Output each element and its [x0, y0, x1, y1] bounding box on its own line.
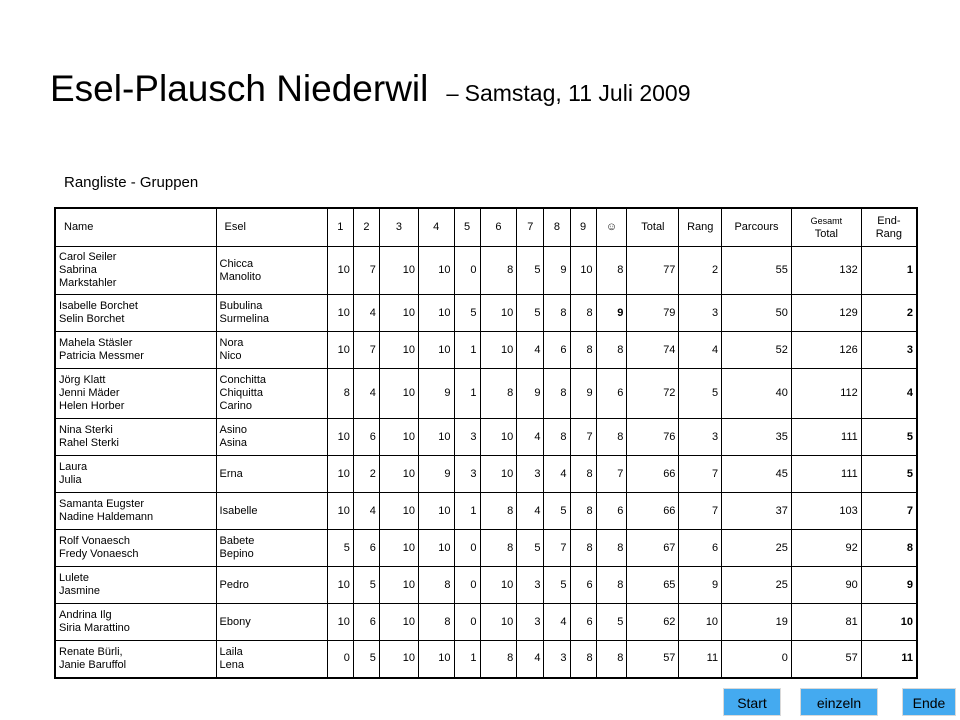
- score-cell: 10: [379, 456, 418, 493]
- donkey-names: [216, 567, 327, 604]
- participant-names: [55, 493, 216, 530]
- end-rang-cell: 7: [861, 493, 917, 530]
- participant-names-line: Mahela Stäsler: [59, 337, 133, 349]
- table-row: [55, 456, 917, 493]
- donkey-names: [216, 332, 327, 369]
- donkey-names-line: Surmelina: [219, 313, 270, 325]
- start-button[interactable]: Start: [723, 688, 781, 716]
- parcours-cell: 50: [722, 295, 792, 332]
- rang-cell: 10: [679, 604, 722, 641]
- rang-cell: 2: [679, 247, 722, 295]
- score-cell: 5: [517, 247, 544, 295]
- score-cell: 5: [596, 604, 627, 641]
- donkey-names-line: Chiquitta: [219, 387, 263, 399]
- table-caption: Rangliste - Gruppen: [64, 174, 199, 191]
- end-rang-cell: 11: [861, 641, 917, 678]
- score-cell: 8: [570, 295, 596, 332]
- score-cell: 9: [544, 247, 570, 295]
- rang-cell: 11: [679, 641, 722, 678]
- header-col-2: 2: [353, 208, 379, 247]
- participant-names-line: Rolf Vonaesch: [59, 535, 130, 547]
- parcours-cell: 25: [722, 530, 792, 567]
- participant-names-line: Nina Sterki: [59, 424, 113, 436]
- rang-cell: 7: [679, 493, 722, 530]
- score-cell: 7: [544, 530, 570, 567]
- score-cell: 8: [596, 567, 627, 604]
- header-esel: Esel: [216, 208, 327, 247]
- score-cell: 5: [544, 567, 570, 604]
- score-cell: 10: [480, 567, 517, 604]
- score-cell: 10: [418, 419, 454, 456]
- parcours-cell: 55: [722, 247, 792, 295]
- total-cell: 72: [627, 369, 679, 419]
- score-cell: 7: [353, 332, 379, 369]
- score-cell: 10: [379, 369, 418, 419]
- score-cell: 10: [379, 295, 418, 332]
- score-cell: 10: [418, 641, 454, 678]
- score-cell: 3: [517, 567, 544, 604]
- participant-names: [55, 332, 216, 369]
- score-cell: 6: [353, 604, 379, 641]
- end-rang-cell: 4: [861, 369, 917, 419]
- score-cell: 8: [480, 530, 517, 567]
- total-cell: 66: [627, 493, 679, 530]
- participant-names-line: Sabrina: [59, 264, 97, 276]
- parcours-cell: 52: [722, 332, 792, 369]
- header-col-1: 1: [327, 208, 353, 247]
- gesamt-total-cell: 132: [791, 247, 861, 295]
- title-dash: –: [446, 81, 459, 106]
- donkey-names-line: Conchitta: [219, 374, 267, 386]
- page-title: [50, 68, 691, 110]
- score-cell: 8: [596, 530, 627, 567]
- header-gesamt-top: Gesamt: [810, 215, 843, 226]
- participant-names-line: Janie Baruffol: [59, 658, 127, 671]
- participant-names-line: Helen Horber: [59, 400, 125, 412]
- parcours-cell: 40: [722, 369, 792, 419]
- score-cell: 8: [544, 369, 570, 419]
- score-cell: 8: [544, 419, 570, 456]
- table-row: [55, 530, 917, 567]
- participant-names-line: Selin Borchet: [59, 313, 125, 325]
- score-cell: 8: [418, 604, 454, 641]
- donkey-names-line: Asina: [219, 437, 248, 449]
- score-cell: 5: [517, 295, 544, 332]
- score-cell: 10: [327, 456, 353, 493]
- title-date: Samstag, 11 Juli 2009: [464, 80, 691, 106]
- score-cell: 8: [570, 332, 596, 369]
- participant-names-line: Fredy Vonaesch: [59, 548, 139, 560]
- score-cell: 5: [353, 567, 379, 604]
- score-cell: 4: [353, 493, 379, 530]
- score-cell: 9: [596, 295, 627, 332]
- table-row: [55, 369, 917, 419]
- donkey-names-line: Ebony: [219, 615, 251, 628]
- participant-names-line: Carol Seiler: [59, 251, 117, 263]
- score-cell: 10: [480, 604, 517, 641]
- donkey-names: [216, 530, 327, 567]
- donkey-names-line: Carino: [219, 400, 252, 412]
- total-cell: 76: [627, 419, 679, 456]
- score-cell: 7: [353, 247, 379, 295]
- score-cell: 0: [454, 567, 480, 604]
- score-cell: 9: [570, 369, 596, 419]
- score-cell: 4: [517, 493, 544, 530]
- parcours-cell: 35: [722, 419, 792, 456]
- header-parcours: Parcours: [722, 208, 792, 247]
- score-cell: 1: [454, 369, 480, 419]
- score-cell: 10: [327, 247, 353, 295]
- table-row: [55, 493, 917, 530]
- header-col-6: 6: [480, 208, 517, 247]
- score-cell: 8: [570, 493, 596, 530]
- score-cell: 6: [353, 530, 379, 567]
- score-cell: 5: [353, 641, 379, 678]
- total-cell: 65: [627, 567, 679, 604]
- rang-cell: 3: [679, 295, 722, 332]
- header-col-9: 9: [570, 208, 596, 247]
- score-cell: 10: [379, 419, 418, 456]
- score-cell: 10: [480, 332, 517, 369]
- rang-cell: 6: [679, 530, 722, 567]
- smiley-icon: ☺: [596, 208, 627, 247]
- total-cell: 79: [627, 295, 679, 332]
- score-cell: 0: [454, 247, 480, 295]
- donkey-names-line: Manolito: [219, 270, 262, 283]
- score-cell: 8: [480, 369, 517, 419]
- score-cell: 10: [327, 419, 353, 456]
- donkey-names-line: Isabelle: [219, 504, 258, 517]
- gesamt-total-cell: 57: [791, 641, 861, 678]
- donkey-names-line: Pedro: [219, 578, 249, 591]
- score-cell: 8: [596, 641, 627, 678]
- header-rang: Rang: [679, 208, 722, 247]
- table-row: [55, 567, 917, 604]
- score-cell: 5: [517, 530, 544, 567]
- participant-names: [55, 369, 216, 419]
- score-cell: 8: [480, 493, 517, 530]
- score-cell: 1: [454, 641, 480, 678]
- donkey-names-line: Lena: [219, 658, 245, 671]
- header-end-top: End-: [877, 214, 901, 227]
- participant-names-line: Rahel Sterki: [59, 437, 119, 449]
- score-cell: 10: [379, 530, 418, 567]
- score-cell: 3: [517, 456, 544, 493]
- participant-names-line: Andrina Ilg: [59, 609, 112, 621]
- score-cell: 10: [418, 493, 454, 530]
- end-rang-cell: 10: [861, 604, 917, 641]
- score-cell: 9: [517, 369, 544, 419]
- score-cell: 5: [327, 530, 353, 567]
- score-cell: 6: [596, 369, 627, 419]
- score-cell: 10: [379, 332, 418, 369]
- participant-names-line: Lulete: [59, 572, 89, 584]
- donkey-names: [216, 604, 327, 641]
- donkey-names-line: Chicca: [219, 257, 254, 270]
- parcours-cell: 37: [722, 493, 792, 530]
- score-cell: 10: [570, 247, 596, 295]
- score-cell: 10: [418, 530, 454, 567]
- donkey-names: [216, 295, 327, 332]
- ranking-table-body: [55, 247, 917, 678]
- end-rang-cell: 3: [861, 332, 917, 369]
- table-row: [55, 419, 917, 456]
- score-cell: 10: [379, 567, 418, 604]
- score-cell: 9: [418, 369, 454, 419]
- header-end-rang: [861, 208, 917, 247]
- score-cell: 8: [480, 247, 517, 295]
- gesamt-total-cell: 111: [791, 419, 861, 456]
- participant-names-line: Siria Marattino: [59, 622, 130, 634]
- score-cell: 3: [454, 456, 480, 493]
- score-cell: 6: [570, 567, 596, 604]
- donkey-names: [216, 369, 327, 419]
- table-row: [55, 641, 917, 678]
- score-cell: 5: [544, 493, 570, 530]
- score-cell: 4: [517, 332, 544, 369]
- participant-names-line: Nadine Haldemann: [59, 511, 154, 523]
- end-rang-cell: 5: [861, 456, 917, 493]
- score-cell: 8: [418, 567, 454, 604]
- donkey-names-line: Nico: [219, 350, 242, 362]
- score-cell: 10: [379, 247, 418, 295]
- donkey-names: [216, 493, 327, 530]
- gesamt-total-cell: 90: [791, 567, 861, 604]
- score-cell: 8: [596, 419, 627, 456]
- total-cell: 57: [627, 641, 679, 678]
- score-cell: 7: [570, 419, 596, 456]
- header-gesamt-bottom: Total: [814, 227, 838, 240]
- donkey-names: [216, 641, 327, 678]
- score-cell: 10: [418, 247, 454, 295]
- einzeln-button[interactable]: einzeln: [800, 688, 878, 716]
- donkey-names-line: Laila: [219, 645, 243, 658]
- score-cell: 10: [480, 456, 517, 493]
- score-cell: 4: [353, 295, 379, 332]
- gesamt-total-cell: 126: [791, 332, 861, 369]
- table-header-row: [55, 208, 917, 247]
- rang-cell: 9: [679, 567, 722, 604]
- score-cell: 10: [480, 295, 517, 332]
- ende-button[interactable]: Ende: [902, 688, 956, 716]
- total-cell: 66: [627, 456, 679, 493]
- participant-names-line: Laura: [59, 461, 88, 473]
- rang-cell: 3: [679, 419, 722, 456]
- end-rang-cell: 1: [861, 247, 917, 295]
- score-cell: 10: [480, 419, 517, 456]
- participant-names-line: Samanta Eugster: [59, 498, 144, 510]
- score-cell: 10: [327, 604, 353, 641]
- participant-names-line: Isabelle Borchet: [59, 300, 138, 312]
- end-rang-cell: 2: [861, 295, 917, 332]
- score-cell: 6: [544, 332, 570, 369]
- table-row: [55, 247, 917, 295]
- score-cell: 10: [418, 332, 454, 369]
- end-rang-cell: 9: [861, 567, 917, 604]
- parcours-cell: 0: [722, 641, 792, 678]
- score-cell: 8: [596, 332, 627, 369]
- score-cell: 10: [418, 295, 454, 332]
- donkey-names-line: Asino: [219, 424, 248, 436]
- score-cell: 4: [544, 456, 570, 493]
- score-cell: 1: [454, 493, 480, 530]
- gesamt-total-cell: 92: [791, 530, 861, 567]
- score-cell: 10: [327, 493, 353, 530]
- header-end-bottom: Rang: [875, 227, 903, 240]
- participant-names: [55, 295, 216, 332]
- total-cell: 67: [627, 530, 679, 567]
- table-row: [55, 295, 917, 332]
- table-row: [55, 332, 917, 369]
- participant-names: [55, 247, 216, 295]
- donkey-names-line: Bubulina: [219, 300, 263, 312]
- score-cell: 10: [327, 295, 353, 332]
- score-cell: 6: [570, 604, 596, 641]
- donkey-names: [216, 247, 327, 295]
- donkey-names-line: Bepino: [219, 548, 254, 560]
- participant-names-line: Markstahler: [59, 277, 117, 289]
- score-cell: 8: [570, 530, 596, 567]
- score-cell: 4: [517, 641, 544, 678]
- score-cell: 8: [544, 295, 570, 332]
- parcours-cell: 45: [722, 456, 792, 493]
- gesamt-total-cell: 112: [791, 369, 861, 419]
- score-cell: 10: [379, 493, 418, 530]
- header-col-7: 7: [517, 208, 544, 247]
- score-cell: 10: [327, 332, 353, 369]
- participant-names: [55, 567, 216, 604]
- total-cell: 62: [627, 604, 679, 641]
- participant-names: [55, 419, 216, 456]
- score-cell: 3: [454, 419, 480, 456]
- gesamt-total-cell: 81: [791, 604, 861, 641]
- header-col-3: 3: [379, 208, 418, 247]
- score-cell: 1: [454, 332, 480, 369]
- participant-names: [55, 530, 216, 567]
- donkey-names: [216, 456, 327, 493]
- end-rang-cell: 5: [861, 419, 917, 456]
- participant-names-line: Patricia Messmer: [59, 350, 144, 362]
- score-cell: 0: [454, 604, 480, 641]
- score-cell: 8: [327, 369, 353, 419]
- score-cell: 10: [327, 567, 353, 604]
- gesamt-total-cell: 129: [791, 295, 861, 332]
- header-col-5: 5: [454, 208, 480, 247]
- rang-cell: 7: [679, 456, 722, 493]
- ranking-table: [54, 207, 918, 679]
- score-cell: 8: [596, 247, 627, 295]
- score-cell: 0: [454, 530, 480, 567]
- donkey-names-line: Erna: [219, 467, 243, 480]
- score-cell: 6: [353, 419, 379, 456]
- score-cell: 3: [544, 641, 570, 678]
- header-name: Name: [55, 208, 216, 247]
- donkey-names-line: Nora: [219, 337, 244, 349]
- participant-names-line: Jasmine: [59, 585, 100, 597]
- gesamt-total-cell: 103: [791, 493, 861, 530]
- score-cell: 4: [353, 369, 379, 419]
- score-cell: 9: [418, 456, 454, 493]
- score-cell: 2: [353, 456, 379, 493]
- donkey-names-line: Babete: [219, 535, 255, 547]
- participant-names-line: Jenni Mäder: [59, 387, 120, 399]
- participant-names: [55, 456, 216, 493]
- participant-names: [55, 641, 216, 678]
- participant-names-line: Julia: [59, 474, 82, 486]
- score-cell: 0: [327, 641, 353, 678]
- score-cell: 10: [379, 641, 418, 678]
- header-col-4: 4: [418, 208, 454, 247]
- end-rang-cell: 8: [861, 530, 917, 567]
- score-cell: 3: [517, 604, 544, 641]
- table-row: [55, 604, 917, 641]
- score-cell: 8: [570, 641, 596, 678]
- rang-cell: 5: [679, 369, 722, 419]
- header-gesamt-total: [791, 208, 861, 247]
- gesamt-total-cell: 111: [791, 456, 861, 493]
- rang-cell: 4: [679, 332, 722, 369]
- score-cell: 7: [596, 456, 627, 493]
- score-cell: 4: [517, 419, 544, 456]
- parcours-cell: 25: [722, 567, 792, 604]
- participant-names: [55, 604, 216, 641]
- score-cell: 4: [544, 604, 570, 641]
- header-col-8: 8: [544, 208, 570, 247]
- total-cell: 77: [627, 247, 679, 295]
- score-cell: 8: [480, 641, 517, 678]
- score-cell: 5: [454, 295, 480, 332]
- title-main: Esel-Plausch Niederwil: [50, 68, 429, 109]
- parcours-cell: 19: [722, 604, 792, 641]
- donkey-names: [216, 419, 327, 456]
- score-cell: 6: [596, 493, 627, 530]
- participant-names-line: Jörg Klatt: [59, 374, 106, 386]
- header-total: Total: [627, 208, 679, 247]
- score-cell: 10: [379, 604, 418, 641]
- score-cell: 8: [570, 456, 596, 493]
- total-cell: 74: [627, 332, 679, 369]
- participant-names-line: Renate Bürli,: [59, 645, 123, 658]
